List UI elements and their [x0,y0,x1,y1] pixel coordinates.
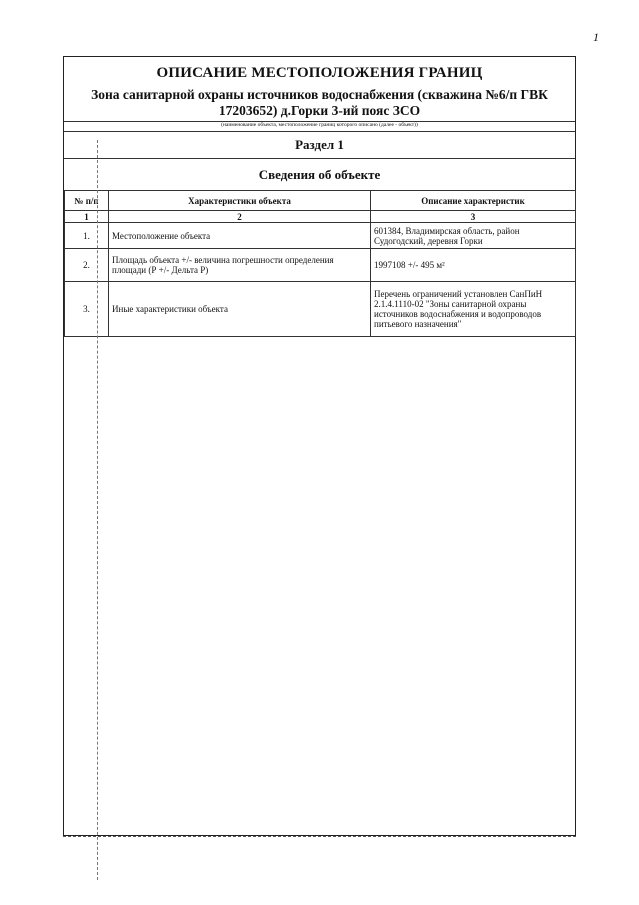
table-row [65,282,576,337]
divider [64,131,575,132]
page-mark: 1 [593,30,599,44]
object-name: Зона санитарной охраны источников водоснабжения (скважина №6/п ГВК 17203652) д.Горки 3-ий пояс ЗСО [91,87,548,118]
column-header-number: № п/п [65,191,109,211]
row-description: 601384, Владимирская область, район Судогодский, деревня Горки [371,223,576,249]
row-characteristic: Иные характеристики объекта [109,282,371,337]
section-title: Раздел 1 [295,137,344,152]
object-caption: (наименование объекта, местоположение границ которого описано (далее - объект)) [221,122,418,128]
column-header-description: Описание характеристик [371,191,576,211]
row-number: 2. [65,249,109,282]
row-number: 3. [65,282,109,337]
divider [64,158,575,159]
row-characteristic: Площадь объекта +/- величина погрешности определения площади (Р +/- Дельта Р) [109,249,371,282]
row-description: Перечень ограничений установлен СанПиН 2.1.4.1110-02 "Зоны санитарной охраны источников водоснабжения и водопроводов питьевого назначения" [371,282,576,337]
column-number: 2 [109,211,371,223]
table-row [65,223,576,249]
scan-dashed-line [97,140,98,880]
document-frame [63,56,576,836]
column-number: 3 [371,211,576,223]
row-number: 1. [65,223,109,249]
column-header-characteristic: Характеристики объекта [109,191,371,211]
table-header-row [65,191,576,211]
row-description: 1997108 +/- 495 м² [371,249,576,282]
object-info-table [64,190,576,337]
scan-bottom-edge [63,836,576,837]
subsection-title: Сведения об объекте [258,167,381,182]
column-number-row [65,211,576,223]
document-title: ОПИСАНИЕ МЕСТОПОЛОЖЕНИЯ ГРАНИЦ [156,65,483,81]
row-characteristic: Местоположение объекта [109,223,371,249]
table-row [65,249,576,282]
column-number: 1 [65,211,109,223]
